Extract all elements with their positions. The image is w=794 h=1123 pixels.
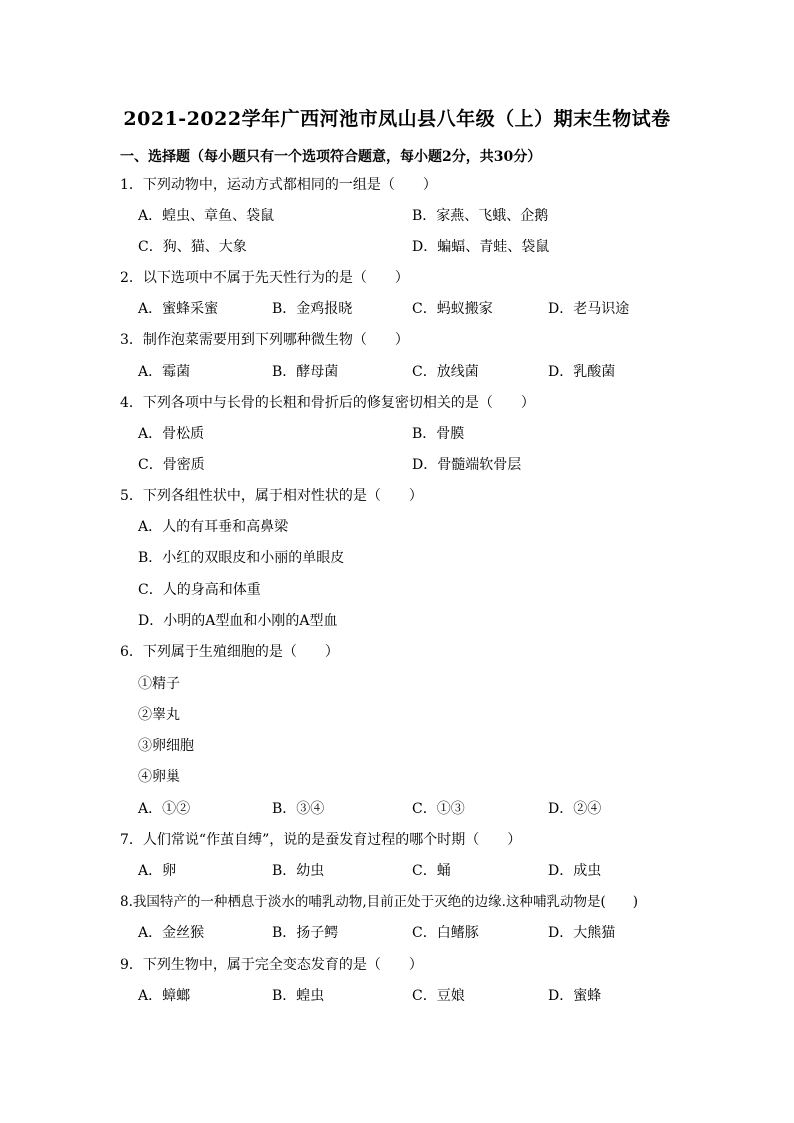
- option: B．骨膜: [412, 426, 465, 442]
- option: D．乳酸菌: [548, 364, 616, 380]
- question-stem: 4．下列各项中与长骨的长粗和骨折后的修复密切相关的是（ ）: [120, 395, 535, 411]
- option: A．蜜蜂采蜜: [138, 301, 219, 317]
- exam-title: 2021-2022学年广西河池市凤山县八年级（上）期末生物试卷: [123, 108, 671, 130]
- list-item: ④卵巢: [138, 769, 180, 785]
- option: A．蟑螂: [138, 988, 191, 1004]
- option: D．蝙蝠、青蛙、袋鼠: [412, 239, 550, 255]
- option: B．蝗虫: [272, 988, 325, 1004]
- question-stem: 2．以下选项中不属于先天性行为的是（ ）: [120, 270, 409, 286]
- option: C．骨密质: [138, 457, 205, 473]
- option: D．老马识途: [548, 301, 630, 317]
- option: A．蝗虫、章鱼、袋鼠: [138, 208, 275, 224]
- list-item: ③卵细胞: [138, 738, 194, 754]
- option: C．蛹: [412, 863, 451, 879]
- list-item: ①精子: [138, 676, 180, 692]
- option: C．放线菌: [412, 364, 479, 380]
- option: A．人的有耳垂和高鼻梁: [138, 519, 289, 535]
- option: C．白鳍豚: [412, 925, 479, 941]
- question-stem: 5．下列各组性状中，属于相对性状的是（ ）: [120, 488, 423, 504]
- question-stem: 8.我国特产的一种栖息于淡水的哺乳动物,目前正处于灭绝的边缘.这种哺乳动物是( ): [120, 894, 638, 910]
- option: B．酵母菌: [272, 364, 339, 380]
- section-heading: 一、选择题（每小题只有一个选项符合题意，每小题2分，共30分）: [120, 149, 542, 165]
- option: C．蚂蚁搬家: [412, 301, 493, 317]
- option: A．卵: [138, 863, 177, 879]
- option: B．③④: [272, 801, 325, 817]
- option: B．小红的双眼皮和小丽的单眼皮: [138, 550, 345, 566]
- option: A．霉菌: [138, 364, 191, 380]
- option: C．豆娘: [412, 988, 465, 1004]
- option: C．人的身高和体重: [138, 582, 261, 598]
- question-stem: 1．下列动物中，运动方式都相同的一组是（ ）: [120, 177, 437, 193]
- option: D．成虫: [548, 863, 602, 879]
- option: D．骨髓端软骨层: [412, 457, 522, 473]
- option: C．狗、猫、大象: [138, 239, 247, 255]
- option: B．家燕、飞蛾、企鹅: [412, 208, 549, 224]
- option: D．蜜蜂: [548, 988, 602, 1004]
- option: B．金鸡报晓: [272, 301, 353, 317]
- option: A．金丝猴: [138, 925, 205, 941]
- option: D．大熊猫: [548, 925, 616, 941]
- option: D．小明的A型血和小刚的A型血: [138, 613, 338, 629]
- option: B．扬子鳄: [272, 925, 339, 941]
- question-stem: 3．制作泡菜需要用到下列哪种微生物（ ）: [120, 332, 409, 348]
- option: D．②④: [548, 801, 602, 817]
- list-item: ②睾丸: [138, 707, 180, 723]
- question-stem: 7．人们常说“作茧自缚”，说的是蚕发育过程的哪个时期（ ）: [120, 832, 522, 848]
- option: A．①②: [138, 801, 191, 817]
- option: C．①③: [412, 801, 465, 817]
- question-stem: 9．下列生物中，属于完全变态发育的是（ ）: [120, 957, 423, 973]
- question-stem: 6．下列属于生殖细胞的是（ ）: [120, 644, 339, 660]
- option: A．骨松质: [138, 426, 205, 442]
- option: B．幼虫: [272, 863, 325, 879]
